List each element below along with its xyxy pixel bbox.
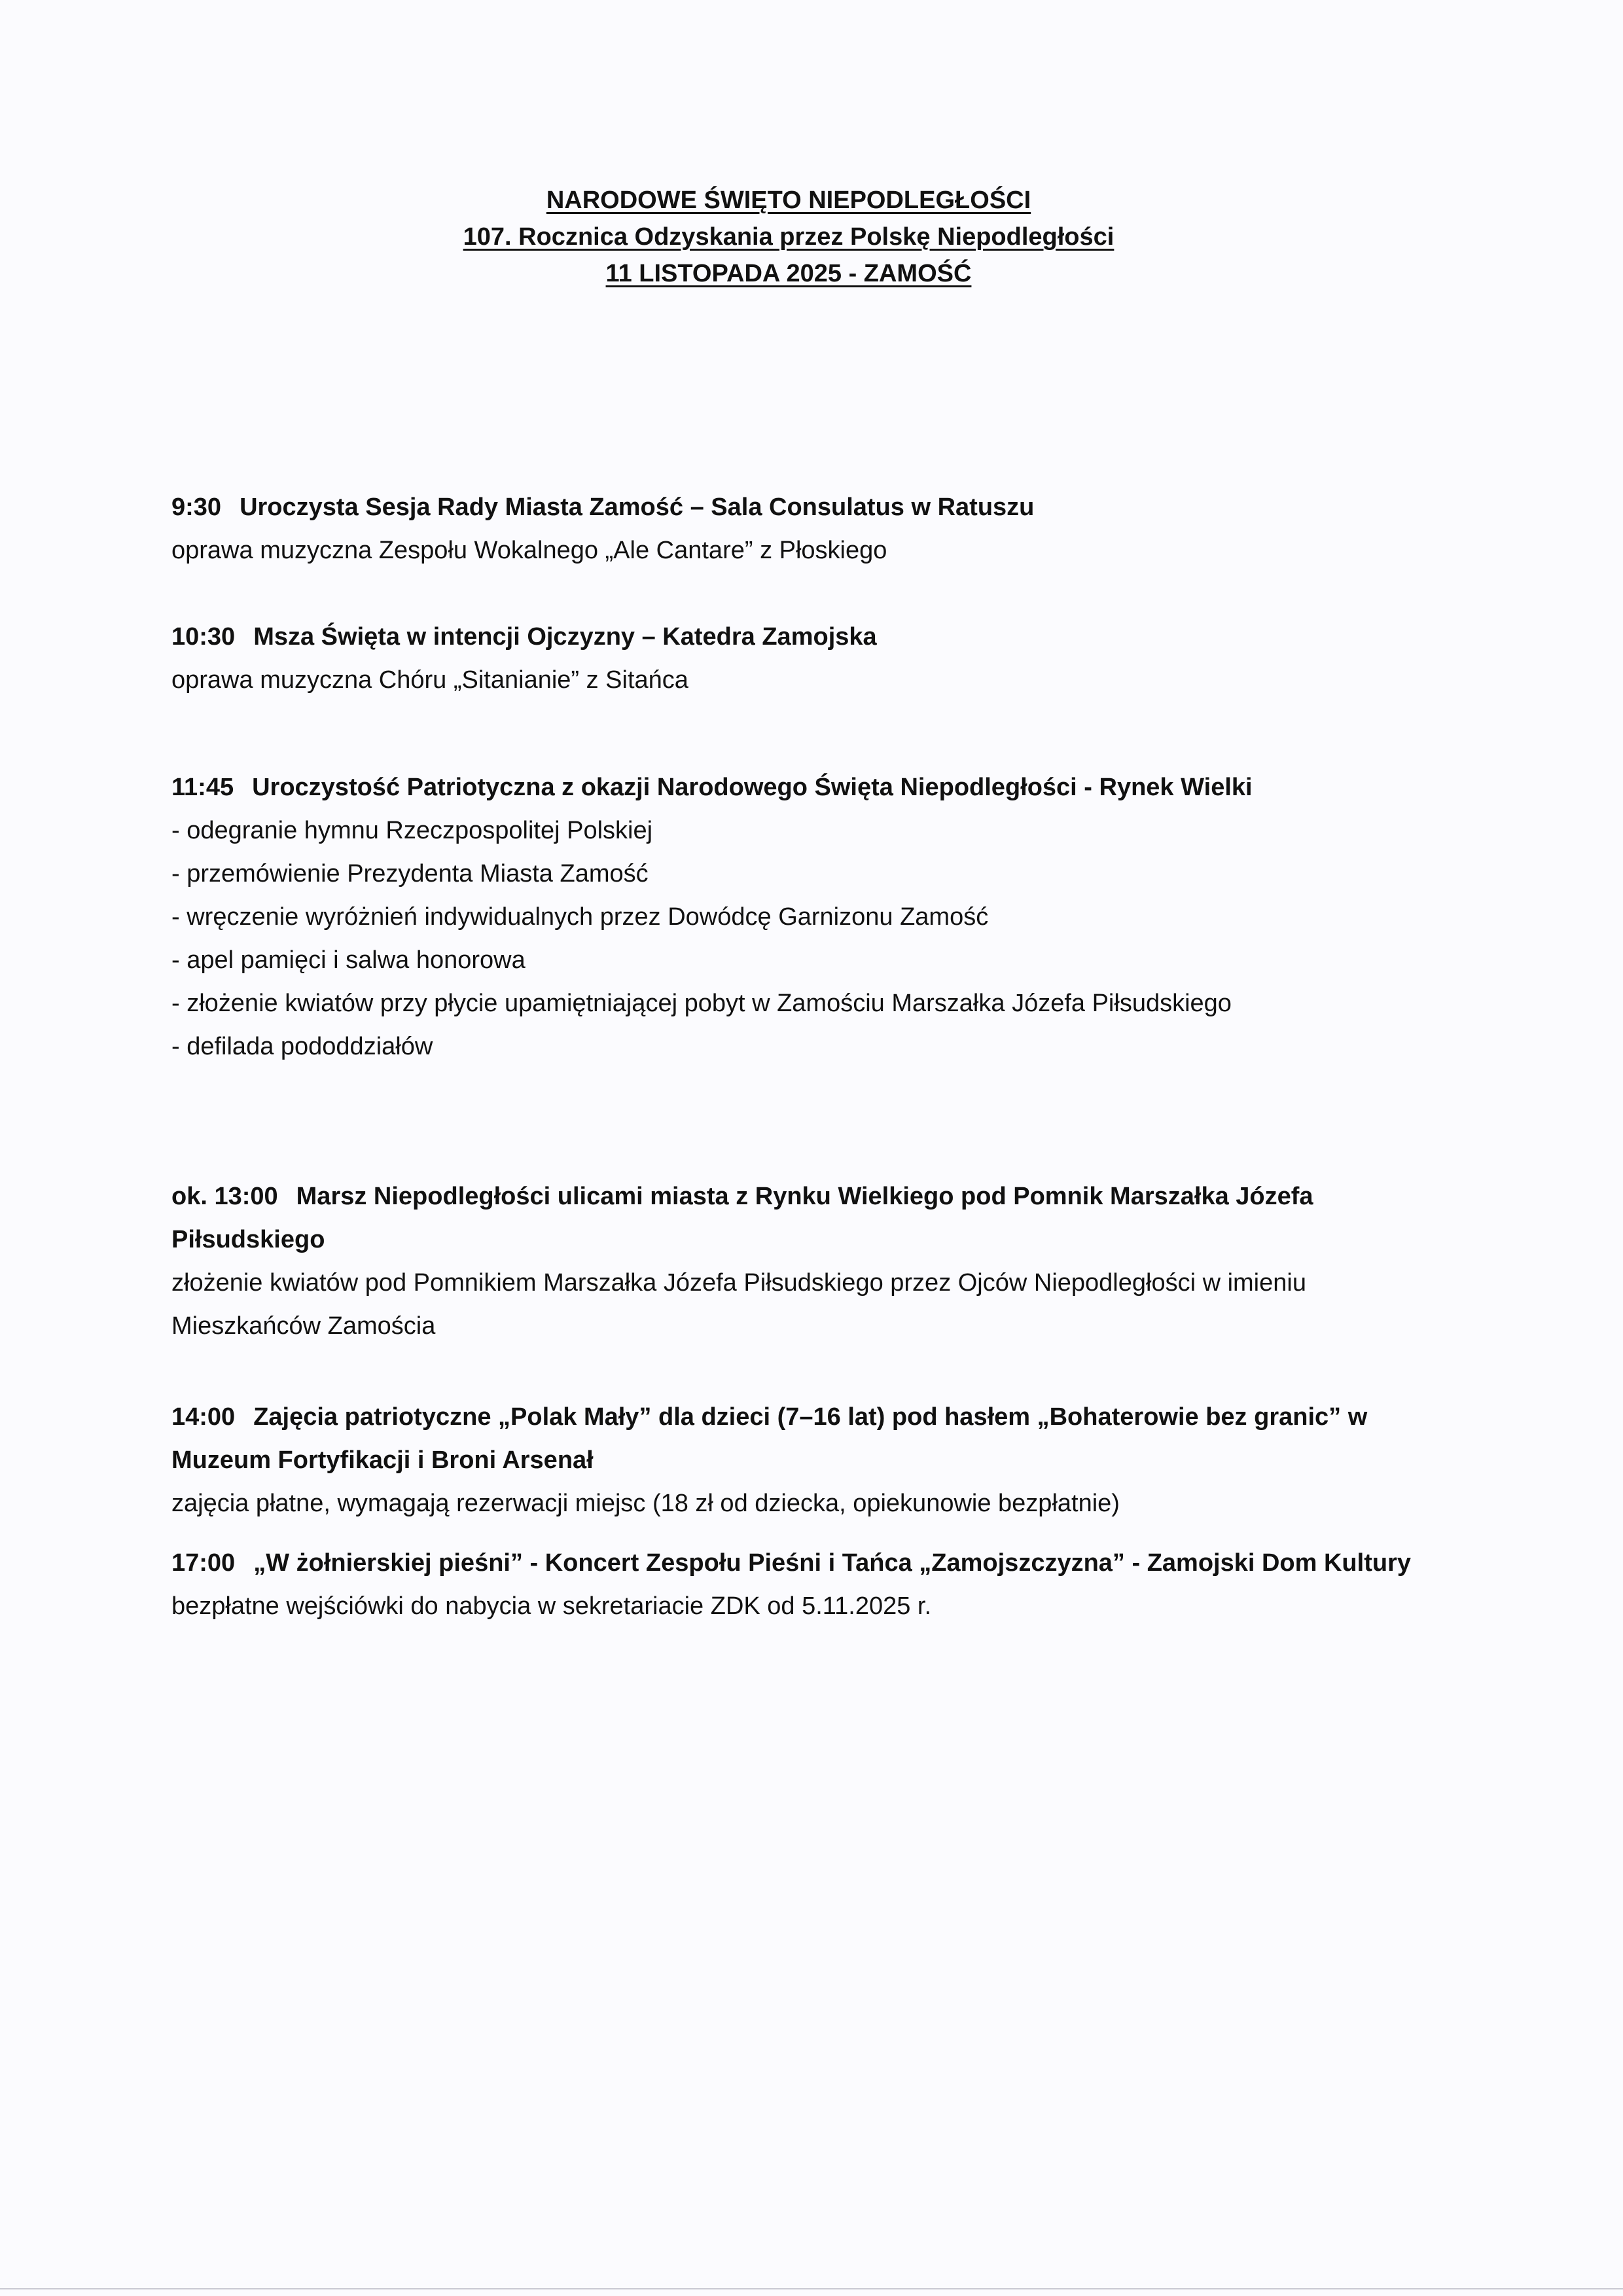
event-time: 9:30: [171, 493, 222, 521]
event-title-line: [171, 1175, 1415, 1261]
event-title: Zajęcia patriotyczne „Polak Mały” dla dzieci (7–16 lat) pod hasłem „Bohaterowie bez granic” w Muzeum Fortyfikacji i Broni Arsenał: [171, 1403, 1368, 1474]
program-item: - defilada pododdziałów: [171, 1025, 1448, 1068]
event-time: 10:30: [171, 623, 236, 651]
event-title: Msza Święta w intencji Ojczyzny – Katedra Zamojska: [253, 623, 877, 651]
program-item: - apel pamięci i salwa honorowa: [171, 939, 1448, 982]
program-item: - wręczenie wyróżnień indywidualnych przez Dowódcę Garnizonu Zamość: [171, 895, 1448, 939]
event-title: Uroczysta Sesja Rady Miasta Zamość – Sala Consulatus w Ratuszu: [240, 493, 1035, 521]
event-title-line: [171, 1395, 1415, 1482]
event-time: 17:00: [171, 1549, 236, 1577]
program-item: - przemówienie Prezydenta Miasta Zamość: [171, 852, 1448, 895]
program-item: - odegranie hymnu Rzeczpospolitej Polskiej: [171, 809, 1448, 852]
event-0930: [171, 486, 1415, 572]
event-title-line: [171, 766, 1448, 809]
event-1030: [171, 615, 1415, 702]
event-title: Uroczystość Patriotyczna z okazji Narodowego Święta Niepodległości - Rynek Wielki: [252, 774, 1253, 801]
document-subtitle: 107. Rocznica Odzyskania przez Polskę Niepodległości: [463, 223, 1115, 251]
event-note: oprawa muzyczna Zespołu Wokalnego „Ale Cantare” z Płoskiego: [171, 537, 887, 564]
event-note: złożenie kwiatów pod Pomnikiem Marszałka Józefa Piłsudskiego przez Ojców Niepodległości w imieniu Mieszkańców Zamościa: [171, 1269, 1306, 1340]
document-header: [0, 182, 1577, 292]
event-time: 14:00: [171, 1403, 236, 1431]
event-title-line: [171, 615, 1415, 658]
event-1700: [171, 1541, 1415, 1628]
event-time: ok. 13:00: [171, 1183, 278, 1210]
event-time: 11:45: [171, 774, 234, 801]
document-title: NARODOWE ŚWIĘTO NIEPODLEGŁOŚCI: [546, 187, 1031, 214]
ceremony-program-list: [171, 809, 1448, 1068]
event-title-line: [171, 486, 1415, 529]
page-bottom-edge: [0, 2288, 1623, 2289]
event-note: oprawa muzyczna Chóru „Sitanianie” z Sitańca: [171, 666, 688, 694]
event-title: Marsz Niepodległości ulicami miasta z Rynku Wielkiego pod Pomnik Marszałka Józefa Piłsudskiego: [171, 1183, 1313, 1253]
event-title: „W żołnierskiej pieśni” - Koncert Zespołu Pieśni i Tańca „Zamojszczyzna” - Zamojski Dom Kultury: [253, 1549, 1411, 1577]
event-1145: [171, 766, 1448, 1068]
program-item: - złożenie kwiatów przy płycie upamiętniającej pobyt w Zamościu Marszałka Józefa Piłsudskiego: [171, 982, 1448, 1025]
document-date-place: 11 LISTOPADA 2025 - ZAMOŚĆ: [605, 260, 972, 287]
event-note: zajęcia płatne, wymagają rezerwacji miejsc (18 zł od dziecka, opiekunowie bezpłatnie): [171, 1490, 1120, 1517]
event-1400: [171, 1395, 1415, 1525]
event-note: bezpłatne wejściówki do nabycia w sekretariacie ZDK od 5.11.2025 r.: [171, 1592, 932, 1620]
event-1300: [171, 1175, 1415, 1348]
event-title-line: [171, 1541, 1415, 1585]
